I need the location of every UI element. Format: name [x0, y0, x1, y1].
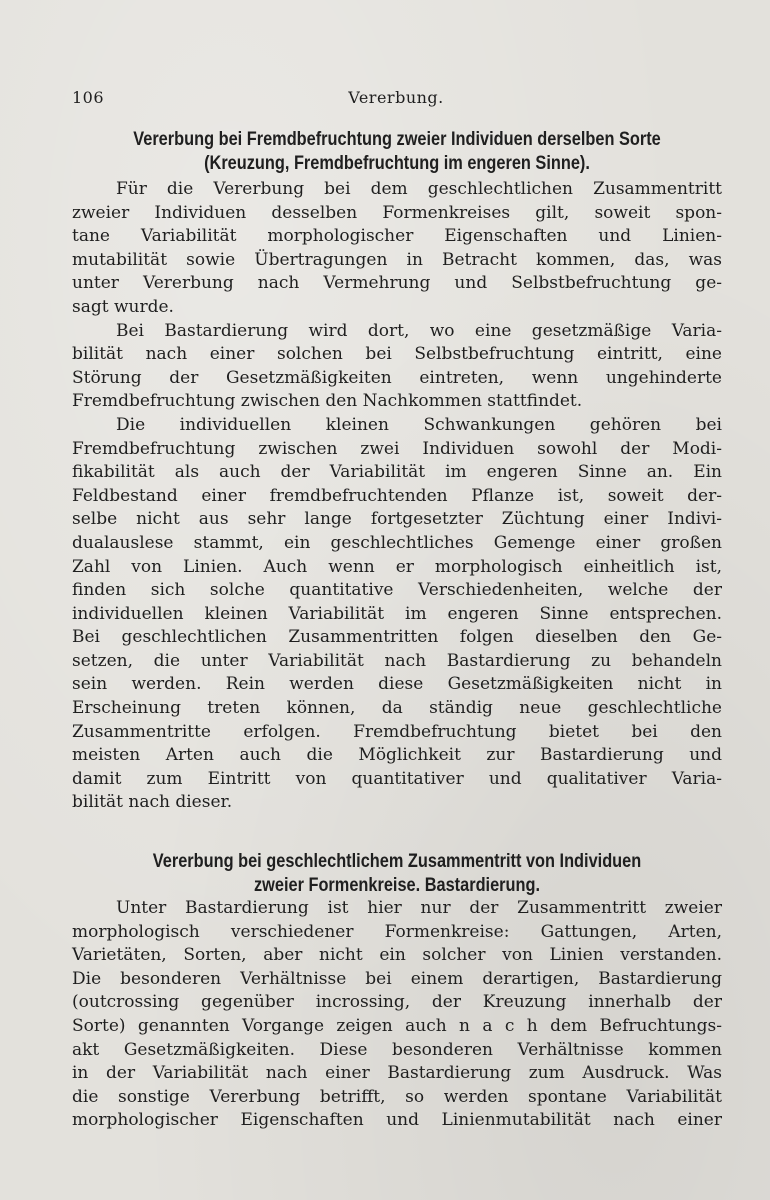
- section-heading-2: [118, 850, 677, 898]
- page-number: 106: [72, 88, 105, 107]
- text-line: Erscheinung treten können, da ständig neue geschlechtliche: [72, 698, 722, 719]
- text-line: zweier Individuen desselben Formenkreises gilt, soweit spon-: [72, 202, 722, 223]
- section-2-body: [72, 897, 722, 1133]
- text-line: finden sich solche quantitative Verschiedenheiten, welche der: [72, 580, 722, 601]
- text-line: sagt wurde.: [72, 296, 174, 317]
- text-line: Zahl von Linien. Auch wenn er morphologisch einheitlich ist,: [72, 556, 722, 577]
- heading-line: Vererbung bei geschlechtlichem Zusammentritt von Individuen: [152, 851, 642, 872]
- text-line: individuellen kleinen Variabilität im engeren Sinne entsprechen.: [72, 603, 722, 624]
- text-line: Für die Vererbung bei dem geschlechtlichen Zusammentritt: [116, 179, 722, 199]
- text-line: Feldbestand einer fremdbefruchtenden Pflanze ist, soweit der-: [72, 485, 722, 506]
- text-line: akt Gesetzmäßigkeiten. Diese besonderen Verhältnisse kommen: [72, 1039, 722, 1060]
- text-line: in der Variabilität nach einer Bastardierung zum Ausdruck. Was: [72, 1063, 722, 1084]
- text-line: mutabilität sowie Übertragungen in Betracht kommen, das, was: [72, 249, 722, 270]
- text-line: Unter Bastardierung ist hier nur der Zusammentritt zweier: [116, 898, 722, 918]
- text-line: unter Vererbung nach Vermehrung und Selbstbefruchtung ge-: [72, 273, 722, 294]
- text-line: meisten Arten auch die Möglichkeit zur Bastardierung und: [72, 745, 722, 766]
- running-head-title: Vererbung.: [348, 88, 444, 107]
- text-line: damit zum Eintritt von quantitativer und qualitativer Varia-: [72, 768, 722, 789]
- text-line: Fremdbefruchtung zwischen zwei Individuen sowohl der Modi-: [72, 438, 722, 459]
- heading-line: Vererbung bei Fremdbefruchtung zweier Individuen derselben Sorte: [133, 129, 661, 150]
- text-line: Die individuellen kleinen Schwankungen gehören bei: [116, 414, 722, 435]
- text-line: morphologisch verschiedener Formenkreise: Gattungen, Arten,: [72, 921, 722, 942]
- section-1-body: [72, 178, 722, 815]
- running-head: [72, 88, 720, 110]
- text-line: Störung der Gesetzmäßigkeiten eintreten, wenn ungehinderte: [72, 367, 722, 388]
- text-line: bilität nach einer solchen bei Selbstbefruchtung eintritt, eine: [72, 344, 722, 365]
- text-line: tane Variabilität morphologischer Eigenschaften und Linien-: [72, 226, 722, 247]
- heading-line: (Kreuzung, Fremdbefruchtung im engeren Sinne).: [204, 153, 590, 174]
- text-line: Zusammentritte erfolgen. Fremdbefruchtung bietet bei den: [72, 721, 722, 742]
- text-line: setzen, die unter Variabilität nach Bastardierung zu behandeln: [72, 650, 722, 671]
- section-heading-1: [118, 128, 677, 176]
- text-line: selbe nicht aus sehr lange fortgesetzter Züchtung einer Indivi-: [72, 509, 722, 530]
- text-line: Fremdbefruchtung zwischen den Nachkommen stattfindet.: [72, 391, 583, 412]
- text-line: Die besonderen Verhältnisse bei einem derartigen, Bastardierung: [72, 968, 722, 989]
- text-line: Bei geschlechtlichen Zusammentritten folgen dieselben den Ge-: [72, 627, 722, 648]
- text-line: (outcrossing gegenüber incrossing, der Kreuzung innerhalb der: [72, 992, 722, 1013]
- text-line: Varietäten, Sorten, aber nicht ein solcher von Linien verstanden.: [72, 945, 722, 966]
- text-line: fikabilität als auch der Variabilität im engeren Sinne an. Ein: [72, 462, 722, 483]
- heading-line: zweier Formenkreise. Bastardierung.: [253, 875, 541, 896]
- text-line: die sonstige Vererbung betrifft, so werden spontane Variabilität: [72, 1086, 722, 1107]
- text-line: morphologischer Eigenschaften und Linienmutabilität nach einer: [72, 1110, 722, 1131]
- text-line: Bei Bastardierung wird dort, wo eine gesetzmäßige Varia-: [116, 320, 722, 341]
- text-line: bilität nach dieser.: [72, 792, 233, 813]
- text-line: Sorte) genannten Vorgange zeigen auch n a c h dem Befruchtungs-: [72, 1015, 722, 1036]
- text-line: dualauslese stammt, ein geschlechtliches Gemenge einer großen: [72, 532, 722, 553]
- text-line: sein werden. Rein werden diese Gesetzmäßigkeiten nicht in: [72, 674, 722, 695]
